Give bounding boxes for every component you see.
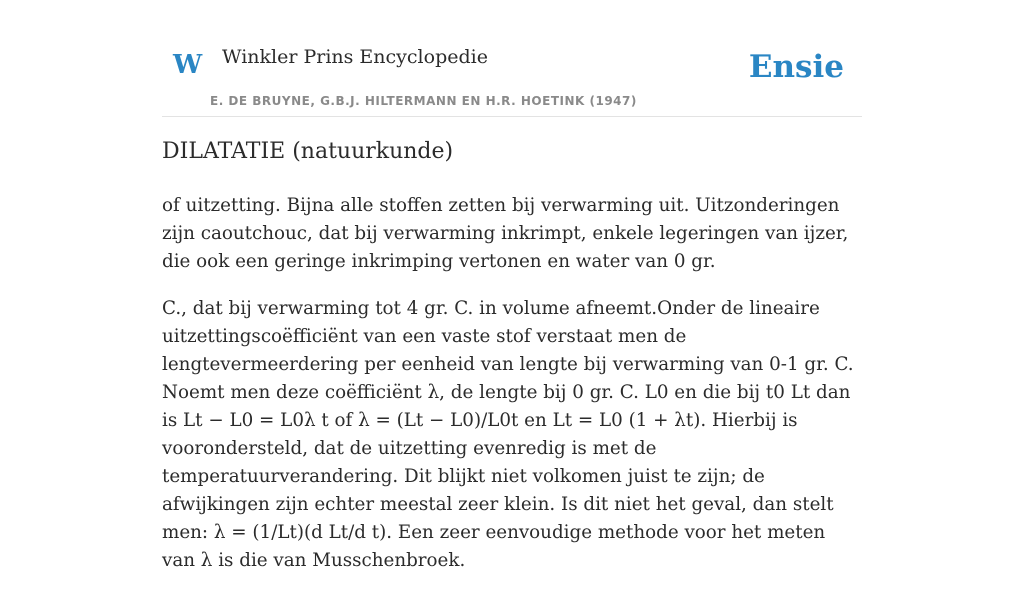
article-title: DILATATIE (natuurkunde) xyxy=(162,139,454,164)
site-header xyxy=(162,0,862,117)
page xyxy=(162,0,862,571)
article-paragraph: of uitzetting. Bijna alle stoffen zetten bij verwarming uit. Uitzonderingen zijn caoutchouc, dat bij verwarming inkrimpt, enkele legeringen van ijzer, die ook een geringe inkrimping vertonen en water van 0 gr. xyxy=(162,195,849,272)
ensie-brand-logo[interactable]: Ensie xyxy=(748,49,844,85)
authors-line: E. DE BRUYNE, G.B.J. HILTERMANN EN H.R. HOETINK (1947) xyxy=(210,94,637,108)
encyclopedia-title[interactable]: Winkler Prins Encyclopedie xyxy=(222,46,488,68)
article-paragraph: C., dat bij verwarming tot 4 gr. C. in volume afneemt.Onder de lineaire uitzettingscoëfficiënt van een vaste stof verstaat men de lengtevermeerdering per eenheid van lengte bij verwarming van 0-1 gr. C. Noemt men deze coëfficiënt λ, de lengte bij 0 gr. C. L0 en die bij t0 Lt dan is Lt − L0 = L0λ t of λ = (Lt − L0)/L0t en Lt = L0 (1 + λt). Hierbij is voorondersteld, dat de uitzetting evenredig is met de temperatuurverandering. Dit blijkt niet volkomen juist te zijn; de afwijkingen zijn echter meestal zeer klein. Is dit niet het geval, dan stelt men: λ = (1/Lt)(d Lt/d t). Een zeer eenvoudige methode voor het meten van λ is die van Musschenbroek. xyxy=(162,298,854,571)
winkler-prins-logo-icon[interactable]: W xyxy=(173,50,203,80)
article-body xyxy=(162,192,862,594)
